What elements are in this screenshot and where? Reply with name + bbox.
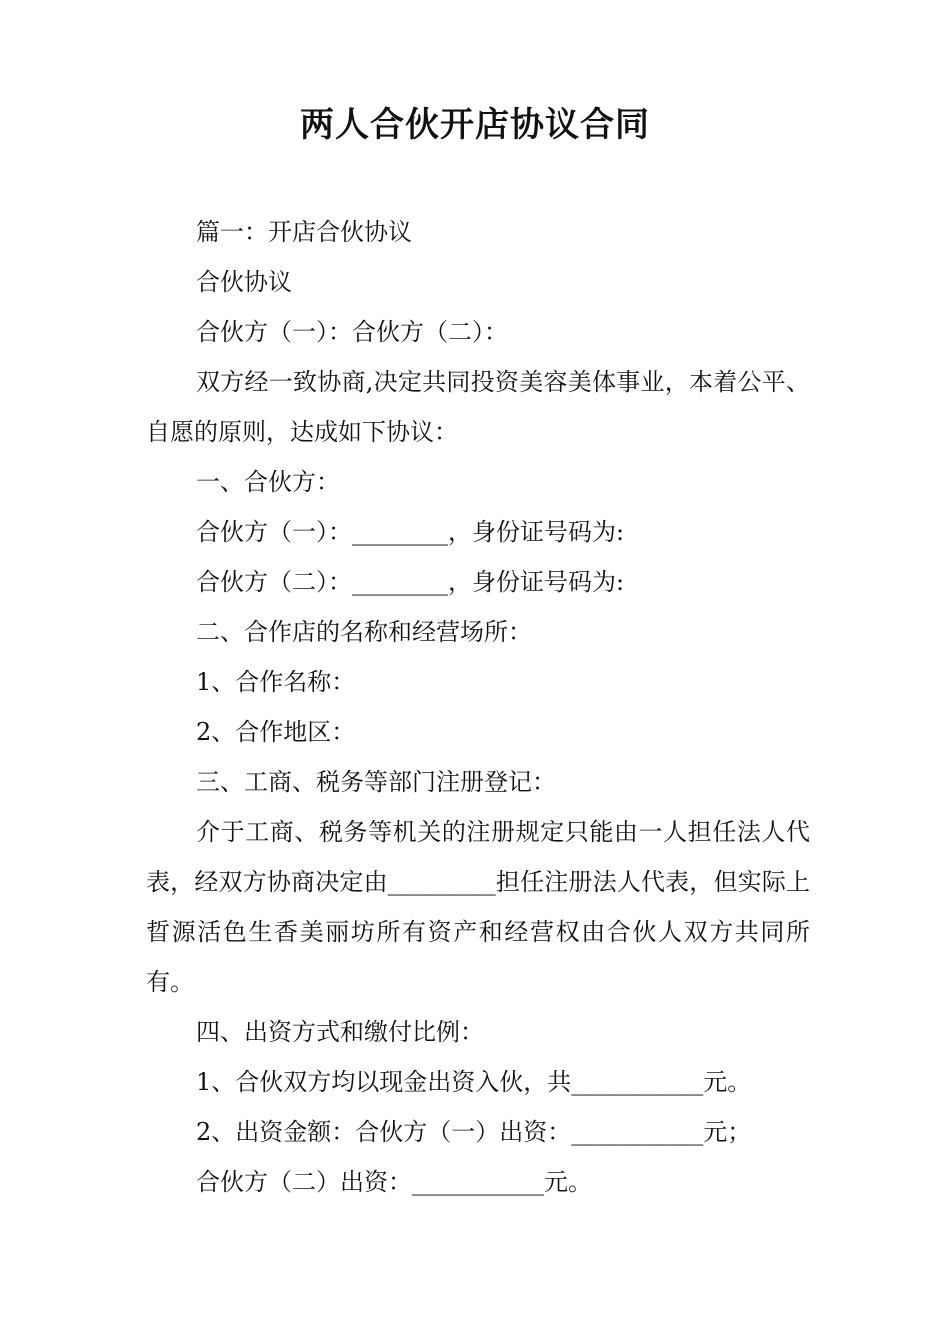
paragraph-clause-3-heading: 三、工商、税务等部门注册登记： — [196, 768, 556, 796]
paragraph-clause-2-heading: 二、合作店的名称和经营场所： — [196, 618, 532, 646]
document-title: 两人合伙开店协议合同 — [300, 105, 650, 145]
paragraph-clause-1-heading: 一、合伙方： — [196, 468, 340, 496]
paragraph-clause-4-heading: 四、出资方式和缴付比例： — [196, 1018, 484, 1046]
document-body — [146, 207, 810, 1207]
paragraph-cooperation-name: 1、合作名称： — [196, 668, 356, 696]
paragraph-cooperation-area: 2、合作地区： — [196, 718, 356, 746]
paragraph-preamble: 双方经一致协商,决定共同投资美容美体事业，本着公平、自愿的原则，达成如下协议： — [146, 368, 810, 446]
paragraph-party-1: 合伙方（一）：________，身份证号码为: — [196, 518, 625, 546]
paragraph-capital-total: 1、合伙双方均以现金出资入伙，共___________元。 — [196, 1068, 752, 1096]
paragraph-capital-party-2: 合伙方（二）出资：___________元。 — [196, 1168, 592, 1196]
paragraph-parties: 合伙方（一）：合伙方（二）： — [196, 318, 508, 346]
paragraph-agreement-name: 合伙协议 — [196, 268, 292, 296]
paragraph-capital-party-1: 2、出资金额：合伙方（一）出资：___________元； — [196, 1118, 752, 1146]
paragraph-section-heading: 篇一：开店合伙协议 — [196, 218, 412, 246]
paragraph-party-2: 合伙方（二）：________，身份证号码为: — [196, 568, 625, 596]
paragraph-registration: 介于工商、税务等机关的注册规定只能由一人担任法人代表，经双方协商决定由_________担任注册法人代表，但实际上晢源活色生香美丽坊所有资产和经营权由合伙人双方共同所有。 — [146, 818, 810, 996]
